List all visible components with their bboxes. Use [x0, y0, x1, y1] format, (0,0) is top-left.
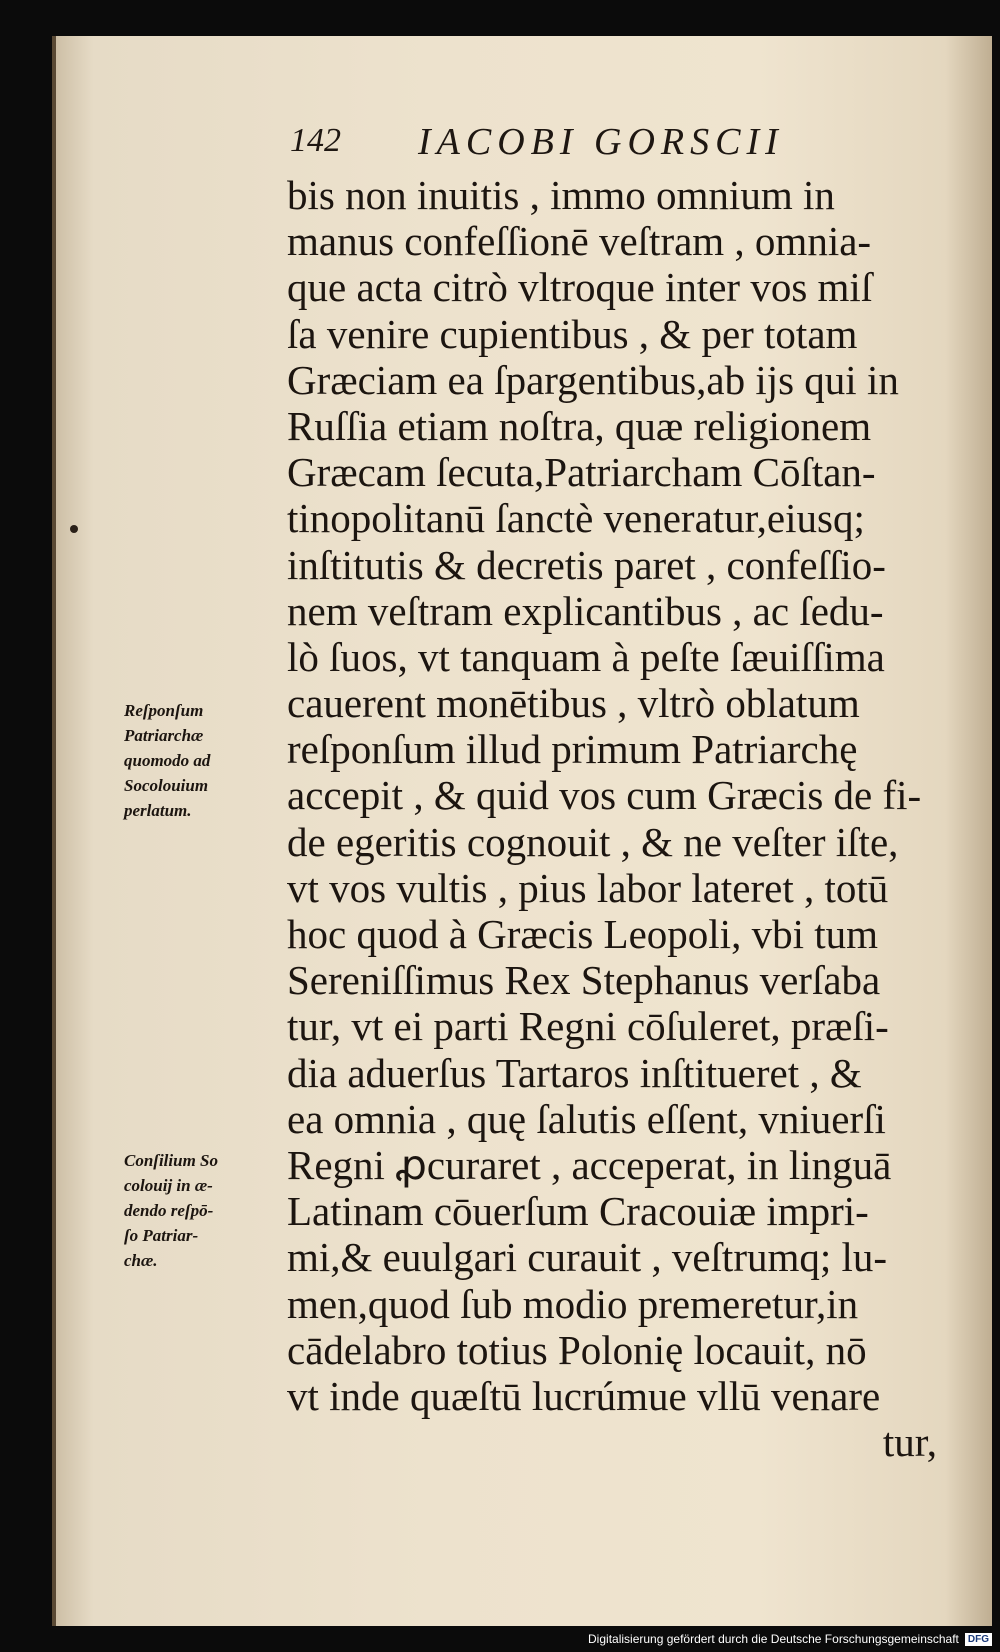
text-line: Græciam ea ſpargentibus,ab ijs qui in: [287, 356, 899, 403]
credit-text: Digitalisierung gefördert durch die Deutsche Forschungsgemeinschaft: [588, 1632, 959, 1646]
margin-note-line: ſo Patriar-: [124, 1226, 199, 1245]
ink-dot: [70, 525, 78, 533]
text-line: bis non inuitis , immo omnium in: [287, 172, 835, 218]
text-line: ea omnia , quę ſalutis eſſent, vniuerſi: [287, 1095, 886, 1142]
text-line: cādelabro totius Polonię locauit, nō: [287, 1326, 867, 1373]
digitization-credit: [588, 1632, 992, 1646]
margin-note-line: Patriarchæ: [124, 726, 204, 745]
margin-note-line: colouij in æ-: [124, 1176, 213, 1195]
text-line: que acta citrò vltroque inter vos miſ: [287, 264, 873, 311]
text-line: dia aduerſus Tartaros inſtitueret , &: [287, 1049, 862, 1096]
margin-note-line: Socolouium: [124, 776, 209, 795]
main-text-block: [287, 172, 937, 1465]
text-line: mi,& euulgari curauit , veſtrumq; lu-: [287, 1234, 888, 1281]
text-line: Ruſſia etiam noſtra, quæ religionem: [287, 402, 872, 449]
text-line: Græcam ſecuta,Patriarcham Cōſtan-: [287, 449, 876, 496]
catchword: tur,: [882, 1419, 937, 1466]
margin-note-line: dendo reſpō-: [124, 1201, 214, 1220]
text-line: accepit , & quid vos cum Græcis de fi-: [287, 772, 922, 819]
text-line: de egeritis cognouit , & ne veſter iſte,: [287, 818, 899, 865]
margin-note-line: Reſponſum: [124, 701, 204, 720]
text-line: Latinam cōuerſum Cracouiæ impri-: [287, 1188, 869, 1235]
text-line: men,quod ſub modio premeretur,in: [287, 1280, 859, 1327]
running-title: IACOBI GORSCII: [418, 121, 784, 163]
text-line: vt vos vultis , pius labor lateret , totū: [287, 864, 889, 911]
text-line: reſponſum illud primum Patriarchę: [287, 726, 858, 773]
text-line: cauerent monētibus , vltrò oblatum: [287, 680, 860, 727]
text-line: nem veſtram explicantibus , ac ſedu-: [287, 587, 884, 634]
text-line: tinopolitanū ſanctè veneratur,eiusq;: [287, 495, 865, 542]
text-line: hoc quod à Græcis Leopoli, vbi tum: [287, 911, 878, 957]
page-header: [290, 122, 910, 168]
text-line: Regni ꝓcuraret , acceperat, in linguā: [287, 1141, 892, 1188]
text-line: ſa venire cupientibus , & per totam: [287, 310, 858, 357]
text-line: vt inde quæſtū lucrúmue vllū venare: [287, 1372, 881, 1419]
text-line: tur, vt ei parti Regni cōſuleret, præſi-: [287, 1003, 889, 1050]
margin-note-line: Conſilium So: [124, 1151, 219, 1170]
margin-note-line: chæ.: [124, 1251, 158, 1270]
text-line: manus confeſſionē veſtram , omnia-: [287, 218, 872, 265]
margin-note-line: quomodo ad: [124, 751, 211, 770]
margin-note-response: [124, 698, 284, 823]
text-line: lò ſuos, vt tanquam à peſte ſæuiſſima: [287, 633, 885, 680]
text-line: Sereniſſimus Rex Stephanus verſaba: [287, 957, 881, 1004]
dfg-logo: DFG: [965, 1633, 992, 1646]
text-line: inſtitutis & decretis paret , confeſſio-: [287, 541, 886, 588]
margin-note-counsel: [124, 1148, 284, 1273]
margin-note-line: perlatum.: [124, 801, 192, 820]
page-number: 142: [290, 122, 341, 159]
